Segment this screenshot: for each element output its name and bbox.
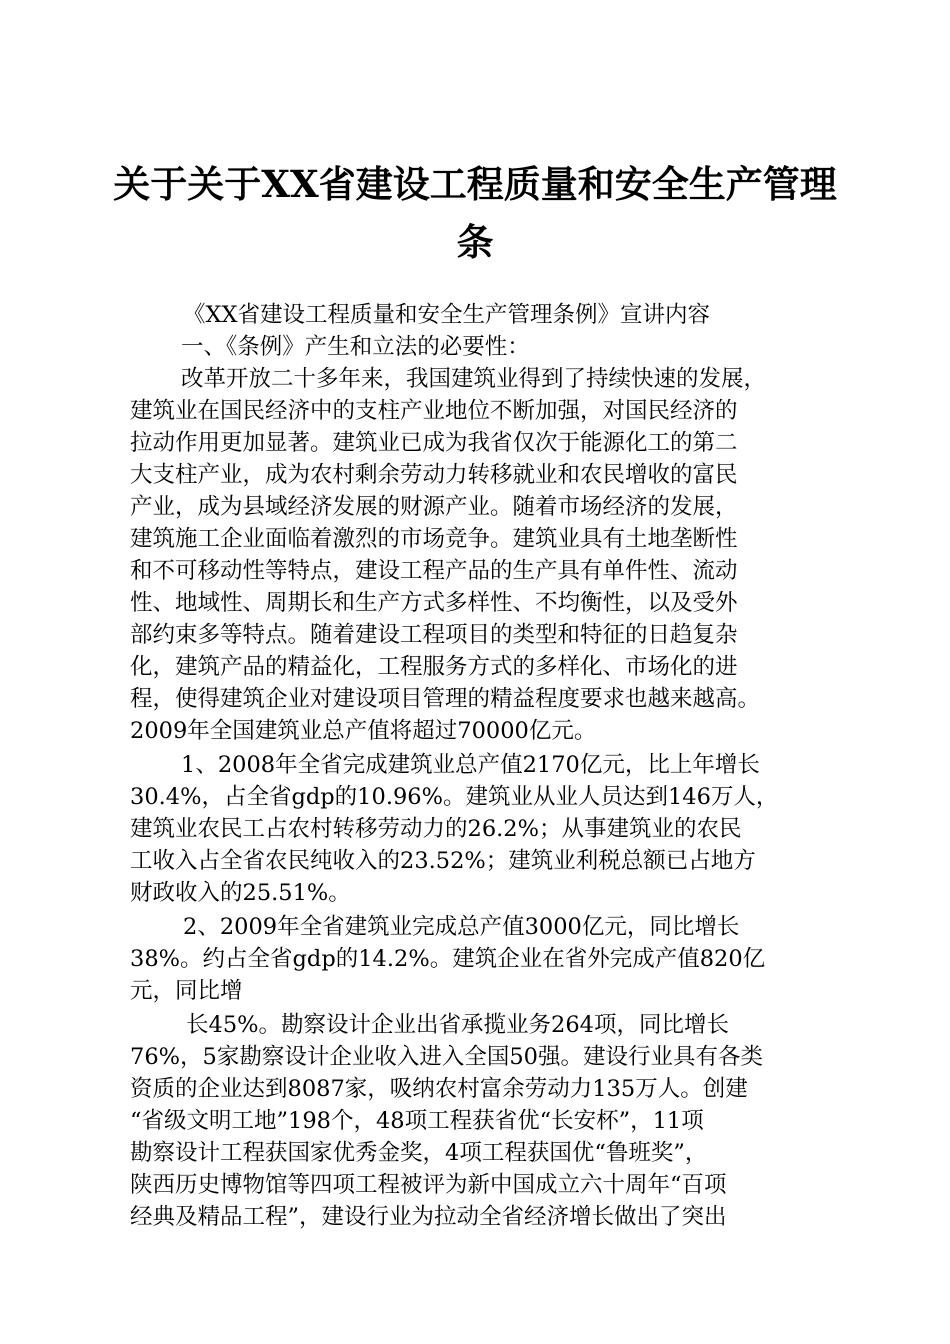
paragraph-line: 勘察设计工程获国家优秀金奖，4项工程获国优“鲁班奖”，: [130, 1140, 708, 1166]
paragraph-line: 和不可移动性等特点，建设工程产品的生产具有单件性、流动: [130, 558, 738, 584]
paragraph-line: 38%。约占全省gdp的14.2%。建筑企业在省外完成产值820亿: [130, 946, 766, 972]
paragraph-line: 财政收入的25.51%。: [130, 880, 351, 906]
paragraph-line: 建筑业农民工占农村转移劳动力的26.2%；从事建筑业的农民: [130, 816, 742, 842]
paragraph-line: 改革开放二十多年来，我国建筑业得到了持续快速的发展，: [181, 366, 767, 392]
paragraph-line: 产业，成为县域经济发展的财源产业。随着市场经济的发展，: [130, 494, 738, 520]
paragraph-line: 陕西历史博物馆等四项工程被评为新中国成立六十周年“百项: [130, 1172, 727, 1198]
paragraph-line: 2009年全国建筑业总产值将超过70000亿元。: [130, 718, 597, 744]
paragraph-line: 长45%。勘察设计企业出省承揽业务264项，同比增长: [186, 1012, 729, 1038]
document-title-line-1: 关于关于XX省建设工程质量和安全生产管理: [113, 162, 837, 206]
document-title-line-2: 条: [456, 220, 494, 264]
paragraph-line: 建筑业在国民经济中的支柱产业地位不断加强，对国民经济的: [130, 398, 738, 424]
paragraph-line: “省级文明工地”198个，48项工程获省优“长安杯”，11项: [130, 1108, 704, 1134]
paragraph-line: 30.4%，占全省gdp的10.96%。建筑业从业人员达到146万人，: [130, 784, 779, 810]
paragraph-line: 程，使得建筑企业对建设项目管理的精益程度要求也越来越高。: [130, 686, 761, 712]
paragraph-line: 化，建筑产品的精益化，工程服务方式的多样化、市场化的进: [130, 654, 738, 680]
paragraph-line: 1、2008年全省完成建筑业总产值2170亿元，比上年增长: [181, 752, 760, 778]
paragraph-line: 拉动作用更加显著。建筑业已成为我省仅次于能源化工的第二: [130, 430, 738, 456]
section-heading: 一、《条例》产生和立法的必要性：: [181, 334, 530, 360]
paragraph-line: 经典及精品工程”，建设行业为拉动全省经济增长做出了突出: [130, 1204, 727, 1230]
paragraph-line: 2、2009年全省建筑业完成总产值3000亿元，同比增长: [183, 914, 740, 940]
paragraph-line: 部约束多等特点。随着建设工程项目的类型和特征的日趋复杂: [130, 622, 738, 648]
paragraph-line: 工收入占全省农民纯收入的23.52%；建筑业利税总额已占地方: [130, 848, 756, 874]
paragraph-line: 元，同比增: [130, 978, 243, 1004]
paragraph-line: 资质的企业达到8087家，吸纳农村富余劳动力135万人。创建: [130, 1076, 748, 1102]
paragraph-line: 大支柱产业，成为农村剩余劳动力转移就业和农民增收的富民: [130, 462, 738, 488]
paragraph-line: 76%，5家勘察设计企业收入进入全国50强。建设行业具有各类: [130, 1044, 763, 1070]
paragraph-line: 建筑施工企业面临着激烈的市场竞争。建筑业具有土地垄断性: [130, 526, 738, 552]
subtitle-line: 《XX省建设工程质量和安全生产管理条例》宣讲内容: [183, 302, 711, 328]
paragraph-line: 性、地域性、周期长和生产方式多样性、不均衡性，以及受外: [130, 590, 738, 616]
